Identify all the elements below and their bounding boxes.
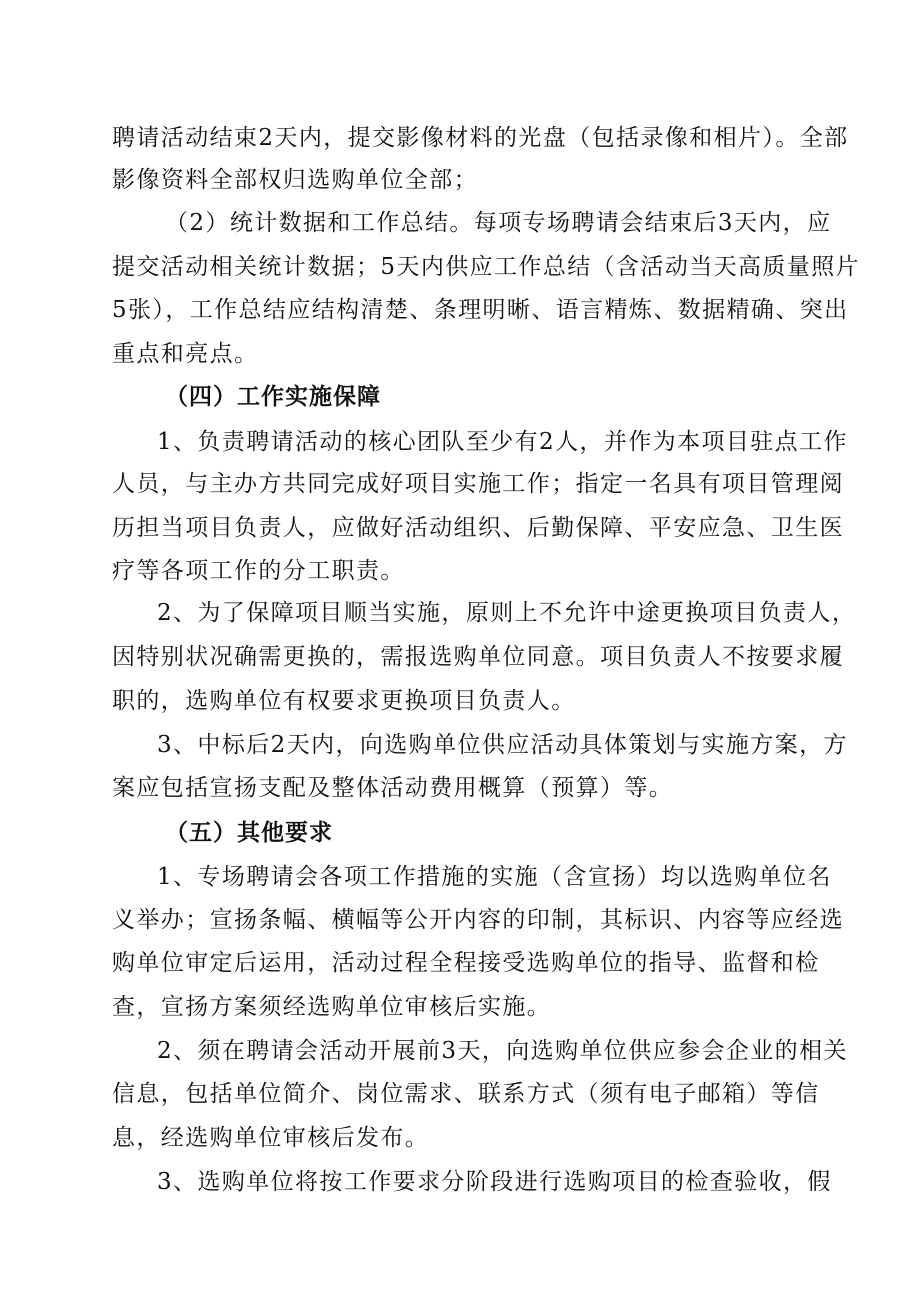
text-line: 案应包括宣扬支配及整体活动费用概算（预算）等。 (112, 775, 674, 801)
text-line: （2）统计数据和工作总结。每项专场聘请会结束后3天内，应 (165, 210, 832, 236)
text-line: 1、负责聘请活动的核心团队至少有2人，并作为本项目驻点工作 (157, 429, 848, 455)
text-line: 义举办；宣扬条幅、横幅等公开内容的印制，其标识、内容等应经选 (112, 907, 844, 933)
text-line: 历担当项目负责人，应做好活动组织、后勤保障、平安应急、卫生医 (112, 515, 844, 541)
text-line: 信息，包括单位简介、岗位需求、联系方式（须有电子邮箱）等信 (112, 1081, 820, 1107)
text-line: 聘请活动结束2天内，提交影像材料的光盘（包括录像和相片）。全部 (112, 125, 849, 151)
section-heading-4: （四）工作实施保障 (165, 383, 381, 410)
text-line: 查，宣扬方案须经选购单位审核后实施。 (112, 994, 552, 1020)
text-line: 疗等各项工作的分工职责。 (112, 558, 405, 584)
text-line: 3、中标后2天内，向选购单位供应活动具体策划与实施方案，方 (157, 732, 848, 758)
section-heading-5: （五）其他要求 (165, 819, 333, 846)
text-line: 提交活动相关统计数据；5天内供应工作总结（含活动当天高质量照片 (112, 254, 861, 280)
text-line: 因特别状况确需更换的，需报选购单位同意。项目负责人不按要求履 (112, 644, 844, 670)
text-line: 人员，与主办方共同完成好项目实施工作；指定一名具有项目管理阅 (112, 471, 844, 497)
text-line: 5张），工作总结应结构清楚、条理明晰、语言精炼、数据精确、突出 (112, 297, 849, 323)
text-line: 职的，选购单位有权要求更换项目负责人。 (112, 688, 576, 714)
text-line: 重点和亮点。 (112, 341, 259, 367)
text-line: 2、须在聘请会活动开展前3天，向选购单位供应参会企业的相关 (157, 1038, 848, 1064)
text-line: 3、选购单位将按工作要求分阶段进行选购项目的检查验收，假 (157, 1169, 832, 1195)
text-line: 购单位审定后运用，活动过程全程接受选购单位的指导、监督和检 (112, 950, 820, 976)
text-line: 1、专场聘请会各项工作措施的实施（含宣扬）均以选购单位名 (157, 864, 832, 890)
text-line: 息，经选购单位审核后发布。 (112, 1125, 430, 1151)
text-line: 影像资料全部权归选购单位全部； (112, 167, 478, 193)
text-line: 2、为了保障项目顺当实施，原则上不允许中途更换项目负责人， (157, 600, 857, 626)
